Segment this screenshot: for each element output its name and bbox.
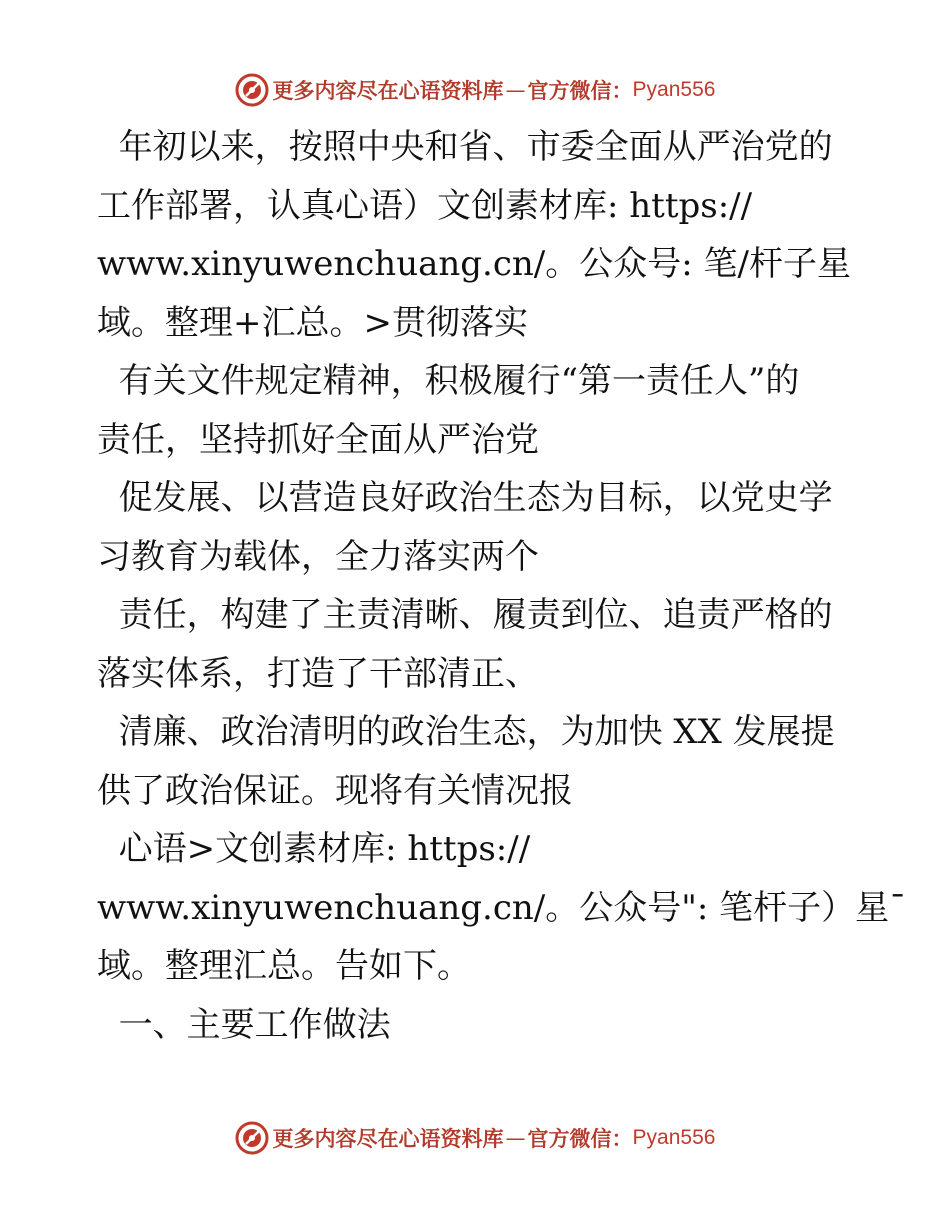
text-line: 有关文件规定精神，积极履行“第一责任人”的 <box>97 361 800 401</box>
text-line: 习教育为载体，全力落实两个 <box>97 536 539 577</box>
brand-logo-icon <box>235 1121 269 1155</box>
text-line: 域。整理+汇总。>贯彻落实 <box>97 302 528 343</box>
text-line: 供了政治保证。现将有关情况报 <box>97 770 573 811</box>
banner-wechat-handle: Pyan556 <box>632 1126 716 1149</box>
banner-wechat-handle: Pyan556 <box>632 78 716 101</box>
text-line: 清廉、政治清明的政治生态，为加快 XX 发展提 <box>97 712 835 752</box>
brand-logo-icon <box>235 73 269 107</box>
banner-wechat-label: 官方微信： <box>527 1126 633 1151</box>
text-line: 工作部署，认真心语）文创素材库: https:// <box>97 185 753 226</box>
banner-separator: — <box>505 78 526 102</box>
section-heading: 一、主要工作做法 <box>97 1004 391 1045</box>
text-line: 年初以来，按照中央和省、市委全面从严治党的 <box>97 127 833 167</box>
footer-banner <box>0 1118 950 1158</box>
banner-brand-text: 更多内容尽在心语资料库 <box>272 1126 504 1151</box>
text-line: www.xinyuwenchuang.cn/。公众号": 笔杆子）星¯ <box>97 887 907 928</box>
text-line: 责任，构建了主责清晰、履责到位、追责严格的 <box>97 595 833 635</box>
text-line: 促发展、以营造良好政治生态为目标，以党史学 <box>97 478 833 518</box>
document-body <box>97 118 907 1054</box>
banner-wechat-label: 官方微信： <box>527 78 633 103</box>
text-line: 域。整理汇总。告如下。 <box>97 946 471 986</box>
banner-brand-text: 更多内容尽在心语资料库 <box>272 78 504 103</box>
text-line: www.xinyuwenchuang.cn/。公众号: 笔/杆子星 <box>97 244 851 284</box>
banner-separator: — <box>505 1126 526 1150</box>
text-line: 责任，坚持抓好全面从严治党 <box>97 419 539 460</box>
header-banner <box>0 70 950 110</box>
text-line: 落实体系，打造了干部清正、 <box>97 653 539 694</box>
text-line: 心语>文创素材库: https:// <box>97 829 531 869</box>
